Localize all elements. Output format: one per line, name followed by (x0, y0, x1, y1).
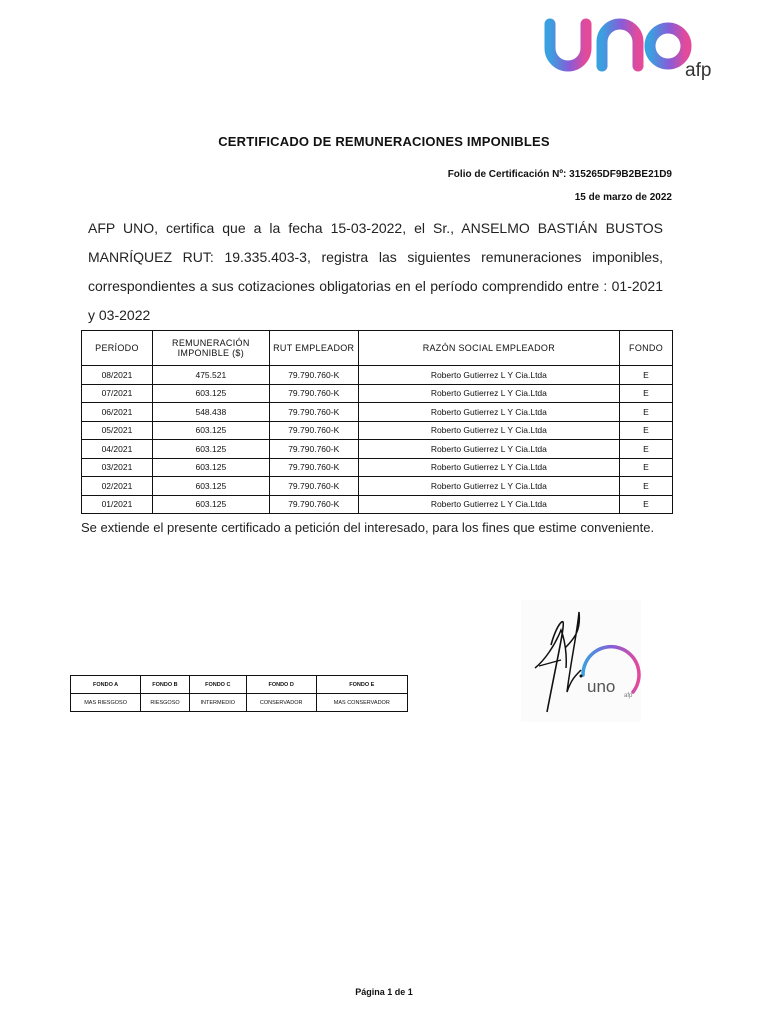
cell-razon-social: Roberto Gutierrez L Y Cia.Ltda (358, 366, 619, 385)
cell-fondo: E (620, 366, 673, 385)
cell-periodo: 07/2021 (82, 384, 153, 403)
cell-remuneracion: 603.125 (152, 421, 269, 440)
svg-text:uno: uno (587, 677, 616, 696)
svg-text:afp: afp (624, 693, 633, 699)
cell-rut: 79.790.760-K (269, 403, 358, 422)
cell-razon-social: Roberto Gutierrez L Y Cia.Ltda (358, 477, 619, 496)
fondo-c-label: FONDO C (189, 676, 246, 694)
cell-rut: 79.790.760-K (269, 384, 358, 403)
fondo-e-label: FONDO E (316, 676, 407, 694)
header-periodo: PERÍODO (82, 331, 153, 366)
table-row (82, 458, 673, 477)
cell-periodo: 06/2021 (82, 403, 153, 422)
fondo-b-risk: RIESGOSO (141, 694, 190, 712)
table-row (82, 421, 673, 440)
table-row (82, 366, 673, 385)
cell-razon-social: Roberto Gutierrez L Y Cia.Ltda (358, 495, 619, 514)
cell-fondo: E (620, 403, 673, 422)
cell-periodo: 03/2021 (82, 458, 153, 477)
header-razon-social: RAZÓN SOCIAL EMPLEADOR (358, 331, 619, 366)
fondos-risk-row (71, 694, 408, 712)
issue-date: 15 de marzo de 2022 (574, 192, 672, 203)
cell-remuneracion: 475.521 (152, 366, 269, 385)
table-row (82, 477, 673, 496)
table-header-row (82, 331, 673, 366)
fondo-b-label: FONDO B (141, 676, 190, 694)
cell-remuneracion: 603.125 (152, 384, 269, 403)
fondo-a-label: FONDO A (71, 676, 141, 694)
cell-fondo: E (620, 495, 673, 514)
cell-razon-social: Roberto Gutierrez L Y Cia.Ltda (358, 440, 619, 459)
page-number: Página 1 de 1 (355, 987, 413, 997)
logo-suffix: afp (685, 60, 712, 80)
cell-razon-social: Roberto Gutierrez L Y Cia.Ltda (358, 384, 619, 403)
uno-afp-logo (540, 14, 722, 80)
cell-rut: 79.790.760-K (269, 421, 358, 440)
cell-remuneracion: 603.125 (152, 440, 269, 459)
header-remuneracion: REMUNERACIÓN IMPONIBLE ($) (152, 331, 269, 366)
cell-periodo: 05/2021 (82, 421, 153, 440)
header-rut: RUT EMPLEADOR (269, 331, 358, 366)
cell-remuneracion: 548.438 (152, 403, 269, 422)
certification-paragraph: AFP UNO, certifica que a la fecha 15-03-2022, el Sr., ANSELMO BASTIÁN BUSTOS MANRÍQUEZ RUT: 19.335.403-3, registra las siguientes remuneraciones imponibles, correspondientes a sus cotizaciones obligatorias en el período comprendido entre : 01-2021 y 03-2022 (88, 220, 663, 323)
signature-stamp (521, 600, 641, 722)
fondo-c-risk: INTERMEDIO (189, 694, 246, 712)
remuneration-table (81, 330, 673, 514)
cell-fondo: E (620, 477, 673, 496)
cell-razon-social: Roberto Gutierrez L Y Cia.Ltda (358, 421, 619, 440)
fondos-name-row (71, 676, 408, 694)
cell-fondo: E (620, 421, 673, 440)
closing-paragraph: Se extiende el presente certificado a petición del interesado, para los fines que estime conveniente. (81, 520, 655, 535)
cell-razon-social: Roberto Gutierrez L Y Cia.Ltda (358, 403, 619, 422)
table-row (82, 384, 673, 403)
cell-periodo: 04/2021 (82, 440, 153, 459)
cell-razon-social: Roberto Gutierrez L Y Cia.Ltda (358, 458, 619, 477)
cell-rut: 79.790.760-K (269, 477, 358, 496)
fondo-a-risk: MAS RIESGOSO (71, 694, 141, 712)
cell-periodo: 01/2021 (82, 495, 153, 514)
cell-periodo: 08/2021 (82, 366, 153, 385)
cell-fondo: E (620, 440, 673, 459)
cell-periodo: 02/2021 (82, 477, 153, 496)
header-fondo: FONDO (620, 331, 673, 366)
table-row (82, 495, 673, 514)
cell-rut: 79.790.760-K (269, 440, 358, 459)
cell-rut: 79.790.760-K (269, 366, 358, 385)
cell-rut: 79.790.760-K (269, 495, 358, 514)
table-row (82, 403, 673, 422)
folio-number: Folio de Certificación Nº: 315265DF9B2BE21D9 (447, 169, 672, 180)
document-title: CERTIFICADO DE REMUNERACIONES IMPONIBLES (218, 134, 550, 149)
cell-rut: 79.790.760-K (269, 458, 358, 477)
fondo-d-risk: CONSERVADOR (246, 694, 316, 712)
fondo-e-risk: MAS CONSERVADOR (316, 694, 407, 712)
fondo-d-label: FONDO D (246, 676, 316, 694)
cell-remuneracion: 603.125 (152, 495, 269, 514)
cell-remuneracion: 603.125 (152, 477, 269, 496)
table-row (82, 440, 673, 459)
fondos-legend-table (70, 675, 408, 712)
cell-remuneracion: 603.125 (152, 458, 269, 477)
cell-fondo: E (620, 458, 673, 477)
cell-fondo: E (620, 384, 673, 403)
